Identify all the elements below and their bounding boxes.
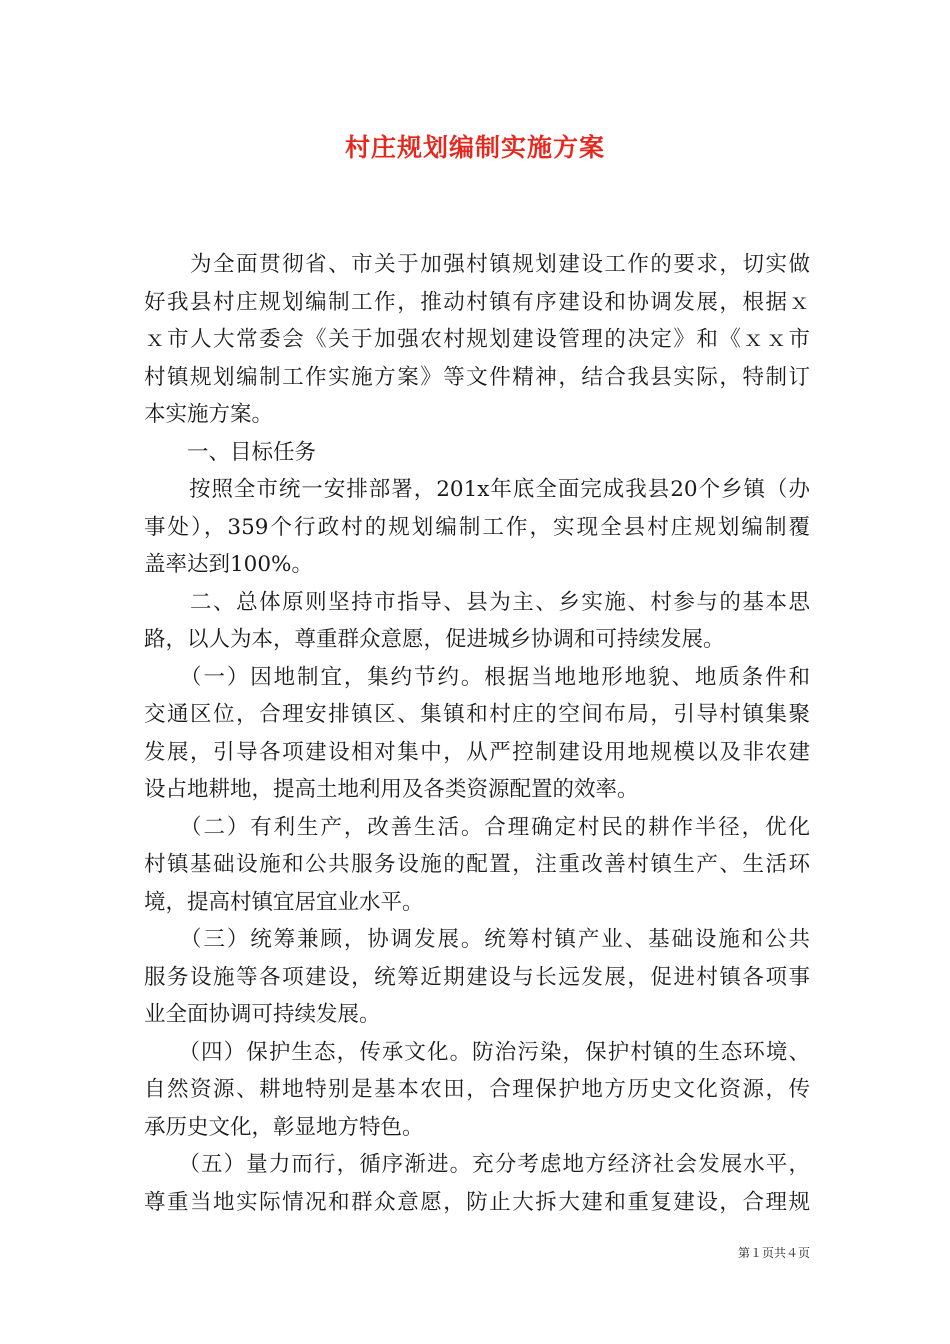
text-line: 尊重当地实际情况和群众意愿，防止大拆大建和重复建设，合理规 [144,1189,810,1215]
text-line: 发展，引导各项建设相对集中，从严控制建设用地规模以及非农建 [144,739,810,765]
text-line: 承历史文化，彰显地方特色。 [144,1114,424,1140]
text-line: 设占地耕地，提高土地利用及各类资源配置的效率。 [144,777,639,802]
principle-item-1 [144,659,810,809]
text-line: 本实施方案。 [144,402,274,427]
section-heading-goals [144,434,810,472]
text-line: 自然资源、耕地特别是基本农田，合理保护地方历史文化资源，传 [144,1077,810,1102]
text-line: 服务设施等各项建设，统筹近期建设与长远发展，促进村镇各项事 [144,964,810,990]
text-line: 业全面协调可持续发展。 [144,1002,381,1027]
text-line: 境，提高村镇宜居宜业水平。 [144,889,424,915]
text-line: （四）保护生态，传承文化。防治污染，保护村镇的生态环境、 [144,1039,810,1065]
text-line: 二、总体原则坚持市指导、县为主、乡实施、村参与的基本思 [144,589,810,615]
text-line: （三）统筹兼顾，协调发展。统筹村镇产业、基础设施和公共 [144,927,810,952]
text-line: 为全面贯彻省、市关于加强村镇规划建设工作的要求，切实做 [144,252,810,277]
document-title: 村庄规划编制实施方案 [344,133,605,162]
text-line: 按照全市统一安排部署，201x年底全面完成我县20个乡镇（办 [144,477,810,502]
text-line: ｘ市人大常委会《关于加强农村规划建设管理的决定》和《ｘｘ市 [144,327,810,352]
text-line: 村镇规划编制工作实施方案》等文件精神，结合我县实际，特制订 [144,364,810,390]
text-line: 盖率达到100%。 [144,552,313,577]
principles-paragraph [144,584,810,659]
text-line: 村镇基础设施和公共服务设施的配置，注重改善村镇生产、生活环 [144,852,810,877]
text-line: （一）因地制宜，集约节约。根据当地地形地貌、地质条件和 [144,664,810,690]
text-line: 路，以人为本，尊重群众意愿，促进城乡协调和可持续发展。 [144,627,725,652]
principle-item-3 [144,921,810,1034]
section-heading: 一、目标任务 [144,439,317,465]
principle-item-4 [144,1034,810,1147]
text-line: 好我县村庄规划编制工作，推动村镇有序建设和协调发展，根据ｘ [144,289,810,315]
text-line: （五）量力而行，循序渐进。充分考虑地方经济社会发展水平， [144,1152,810,1177]
page-number: 第１页共４页 [737,1246,810,1260]
intro-paragraph [144,246,810,434]
text-line: （二）有利生产，改善生活。合理确定村民的耕作半径，优化 [144,814,810,840]
text-line: 事处），359个行政村的规划编制工作，实现全县村庄规划编制覆 [144,514,810,540]
principle-item-5 [144,1146,810,1221]
goals-paragraph [144,471,810,584]
text-line: 交通区位，合理安排镇区、集镇和村庄的空间布局，引导村镇集聚 [144,702,810,727]
principle-item-2 [144,809,810,922]
document-body [144,246,810,1221]
